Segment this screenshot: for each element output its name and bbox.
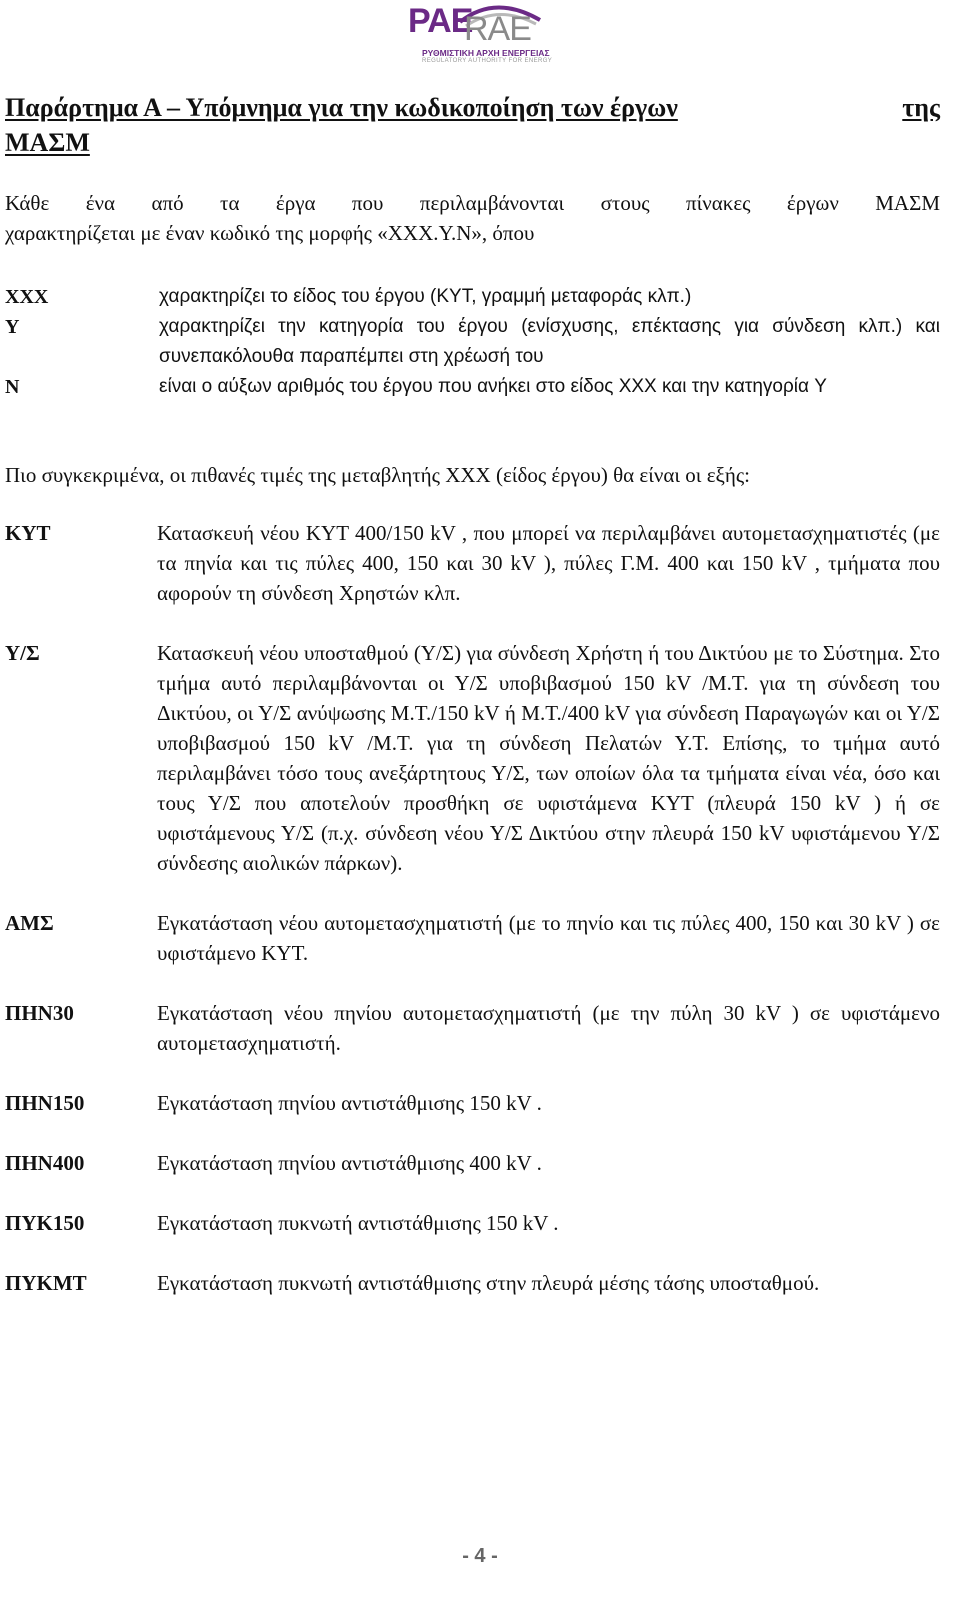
list-item xyxy=(5,1088,940,1118)
list-item xyxy=(5,998,940,1058)
page-number: - 4 - xyxy=(462,1545,498,1567)
definition-key: N xyxy=(5,376,20,398)
logo-mark-pae: PAE xyxy=(408,2,473,40)
list-item xyxy=(5,1268,940,1298)
definition-row xyxy=(5,312,940,372)
logo-tagline: ΡΥΘΜΙΣΤΙΚΗ ΑΡΧΗ ΕΝΕΡΓΕΙΑΣ xyxy=(422,48,550,58)
item-description: Εγκατάσταση νέου πηνίου αυτομετασχηματιστή (με την πύλη 30 kV ) σε υφιστάμενο αυτομετασχηματιστή. xyxy=(157,1001,940,1055)
item-code: ΠΥΚΜΤ xyxy=(5,1271,87,1295)
logo-tagline-en: REGULATORY AUTHORITY FOR ENERGY xyxy=(422,58,553,64)
lead-sentence: Πιο συγκεκριμένα, οι πιθανές τιμές της μεταβλητής XXX (είδος έργου) θα είναι οι εξής: xyxy=(5,463,751,487)
item-code: ΚΥΤ xyxy=(5,521,51,545)
item-description: Εγκατάσταση νέου αυτομετασχηματιστή (με το πηνίο και τις πύλες 400, 150 και 30 kV ) σε υφιστάμενο ΚΥΤ. xyxy=(157,911,940,965)
definition-row xyxy=(5,372,940,402)
item-code: ΠΗΝ400 xyxy=(5,1151,85,1175)
intro-line2: χαρακτηρίζεται με έναν κωδικό της μορφής «XXX.Y.N», όπου xyxy=(5,221,535,245)
rae-logo xyxy=(400,0,553,68)
list-item xyxy=(5,638,940,878)
definition-text: είναι ο αύξων αριθμός του έργου που ανήκει στο είδος XXX και την κατηγορία Y xyxy=(159,376,827,397)
code-definitions xyxy=(5,282,940,402)
page-title-line1-end: της xyxy=(902,93,940,122)
definition-key: Y xyxy=(5,316,20,338)
item-description: Εγκατάσταση πηνίου αντιστάθμισης 400 kV . xyxy=(157,1151,542,1175)
item-code: ΠΗΝ30 xyxy=(5,1001,74,1025)
page-title-line1: Παράρτημα Α – Υπόμνημα για την κωδικοποίηση των έργων xyxy=(5,93,678,122)
logo-mark-rae: RAE xyxy=(464,10,531,48)
definition-text: χαρακτηρίζει το είδος του έργου (ΚΥΤ, γραμμή μεταφοράς κλπ.) xyxy=(159,286,692,307)
item-description: Κατασκευή νέου ΚΥΤ 400/150 kV , που μπορεί να περιλαμβάνει αυτομετασχηματιστές (με τα πηνία και τις πύλες 400, 150 και 30 kV ), πύλες Γ.Μ. 400 και 150 kV , τμήματα που αφορούν τη σύνδεση Χρηστών κλπ. xyxy=(157,521,940,605)
list-item xyxy=(5,908,940,968)
definition-key: XXX xyxy=(5,286,49,308)
item-description: Κατασκευή νέου υποσταθμού (Υ/Σ) για σύνδεση Χρήστη ή του Δικτύου με το Σύστημα. Στο τμήμα αυτό περιλαμβάνονται οι Υ/Σ υποβιβασμού 150 kV /Μ.Τ. για τη σύνδεση του Δικτύου, οι Υ/Σ ανύψωσης Μ.Τ./150 kV ή Μ.Τ./400 kV για σύνδεση Παραγωγών και οι Υ/Σ υποβιβασμού 150 kV /Μ.Τ. για τη σύνδεση Πελατών Υ.Τ. Επίσης, το τμήμα αυτό περιλαμβάνει τόσο τους ανεξάρτητους Υ/Σ, των οποίων όλα τα τμήματα είναι νέα, όσο και τους Υ/Σ που αποτελούν προσθήκη σε υφιστάμενα ΚΥΤ (πλευρά 150 kV ) ή σε υφιστάμενους Υ/Σ (π.χ. σύνδεση νέου Υ/Σ Δικτύου στην πλευρά 150 kV υφιστάμενου Υ/Σ σύνδεσης αιολικών πάρκων). xyxy=(157,641,940,875)
item-description: Εγκατάσταση πυκνωτή αντιστάθμισης στην πλευρά μέσης τάσης υποσταθμού. xyxy=(157,1271,820,1295)
list-item xyxy=(5,1208,940,1238)
item-code: Υ/Σ xyxy=(5,641,40,665)
intro-line1: Κάθε ένα από τα έργα που περιλαμβάνονται στους πίνακες έργων ΜΑΣΜ xyxy=(5,191,940,215)
intro-paragraph xyxy=(5,188,940,248)
list-item xyxy=(5,1148,940,1178)
page-title-line2: ΜΑΣΜ xyxy=(5,128,90,157)
item-code: ΠΥΚ150 xyxy=(5,1211,85,1235)
definition-row xyxy=(5,282,940,312)
item-code: ΠΗΝ150 xyxy=(5,1091,85,1115)
definition-text: χαρακτηρίζει την κατηγορία του έργου (ενίσχυσης, επέκτασης για σύνδεση κλπ.) και συνεπακόλουθα παραπέμπει στη χρέωσή του xyxy=(159,316,940,367)
item-description: Εγκατάσταση πηνίου αντιστάθμισης 150 kV . xyxy=(157,1091,542,1115)
item-code: ΑΜΣ xyxy=(5,911,54,935)
project-type-list xyxy=(5,518,940,1298)
page-title xyxy=(5,90,940,160)
list-item xyxy=(5,518,940,608)
item-description: Εγκατάσταση πυκνωτή αντιστάθμισης 150 kV . xyxy=(157,1211,559,1235)
